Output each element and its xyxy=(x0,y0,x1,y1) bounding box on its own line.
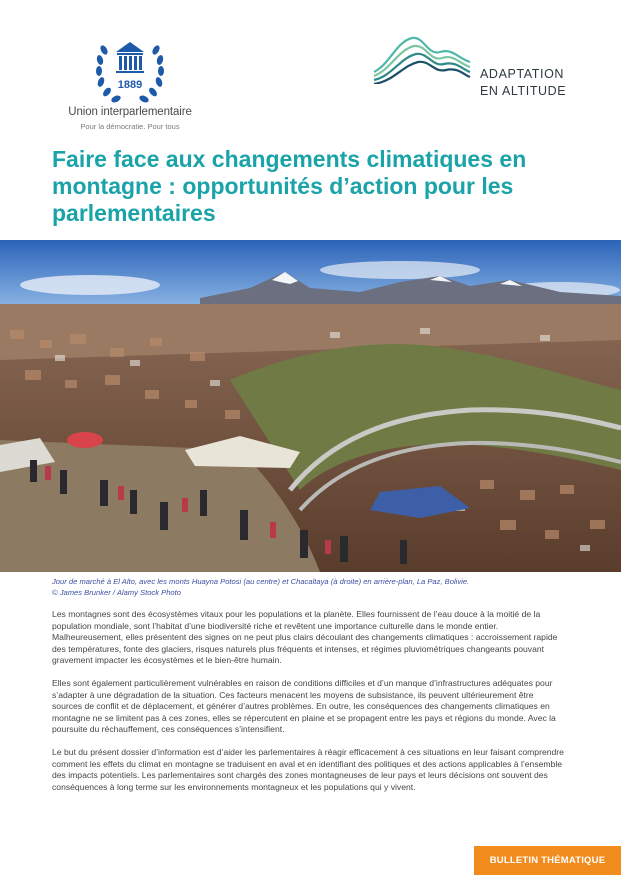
ipu-tagline: Pour la démocratie. Pour tous xyxy=(80,122,180,131)
mountain-waves-icon xyxy=(372,34,472,84)
market-mountain-photo-icon xyxy=(0,240,621,572)
body-paragraph: Elles sont également particulièrement vulnérables en raison de conditions difficiles et d’un manque d’infrastructures adéquates pour s’adapter à une dégradation de la situation. Ces facteurs menacent les moyens de subsistance, ils peuvent ultérieurement être sources de conflit et de déplacement, et générer d’autres problèmes. En outre, les conséquences des changements climatiques en montagne ne se limitent pas à ces zones, elles se répercutent en plaine et se propagent entre les pays et régions du monde. Avec la poursuite du réchauffement, ces conséquences s’intensifient. xyxy=(52,678,556,734)
ipu-logo xyxy=(60,30,200,130)
title-regular: opportunités d’action pour les parlementaires xyxy=(52,173,514,226)
photo-caption xyxy=(52,576,582,598)
ipu-laurel-emblem-icon xyxy=(92,30,168,106)
project-name-line1: ADAPTATION xyxy=(480,67,565,81)
body-text xyxy=(52,609,564,805)
project-name-line2: EN ALTITUDE xyxy=(480,84,567,98)
body-paragraph: Le but du présent dossier d’information est d’aider les parlementaires à réagir efficacement à ces situations en leur faisant comprendre comment les effets du climat en montagne se traduisent en aval et en identifiant des politiques et des actions applicables à l’ensemble des impacts potentiels. Les parlementaires sont chargés des zones montagneuses de leur pays et leurs décisions ont souvent des conséquences à long terme sur les environnements montagneux et les populations qui y vivent. xyxy=(52,747,564,792)
ipu-year: 1889 xyxy=(117,79,143,91)
adaptation-en-altitude-logo xyxy=(372,34,582,104)
page-title xyxy=(52,146,592,227)
hero-photo xyxy=(0,240,621,572)
ipu-name: Union interparlementaire xyxy=(68,106,192,118)
bulletin-badge: BULLETIN THÉMATIQUE xyxy=(474,846,621,875)
caption-text: Jour de marché à El Alto, avec les monts Huayna Potosi (au centre) et Chacaltaya (à droite) en arrière-plan, La Paz, Bolivie. xyxy=(52,577,470,586)
body-paragraph: Les montagnes sont des écosystèmes vitaux pour les populations et la planète. Elles fournissent de l’eau douce à la moitié de la population mondiale, sont l’habitat d’une biodiversité riche et revêtent une importance culturelle dans le monde entier. Malheureusement, elles présentent des signes on ne peut plus clairs découlant des changements climatiques : accroissement rapide des températures, fonte des glaciers, risques naturels plus fréquents et intenses, et régimes pluviométriques changeants pouvant gravement impacter les écosystèmes et le bien-être humain. xyxy=(52,609,558,665)
title-bold: Faire face aux changements climatiques en montagne : xyxy=(52,146,527,199)
photo-credit: © James Brunker / Alamy Stock Photo xyxy=(52,588,181,597)
